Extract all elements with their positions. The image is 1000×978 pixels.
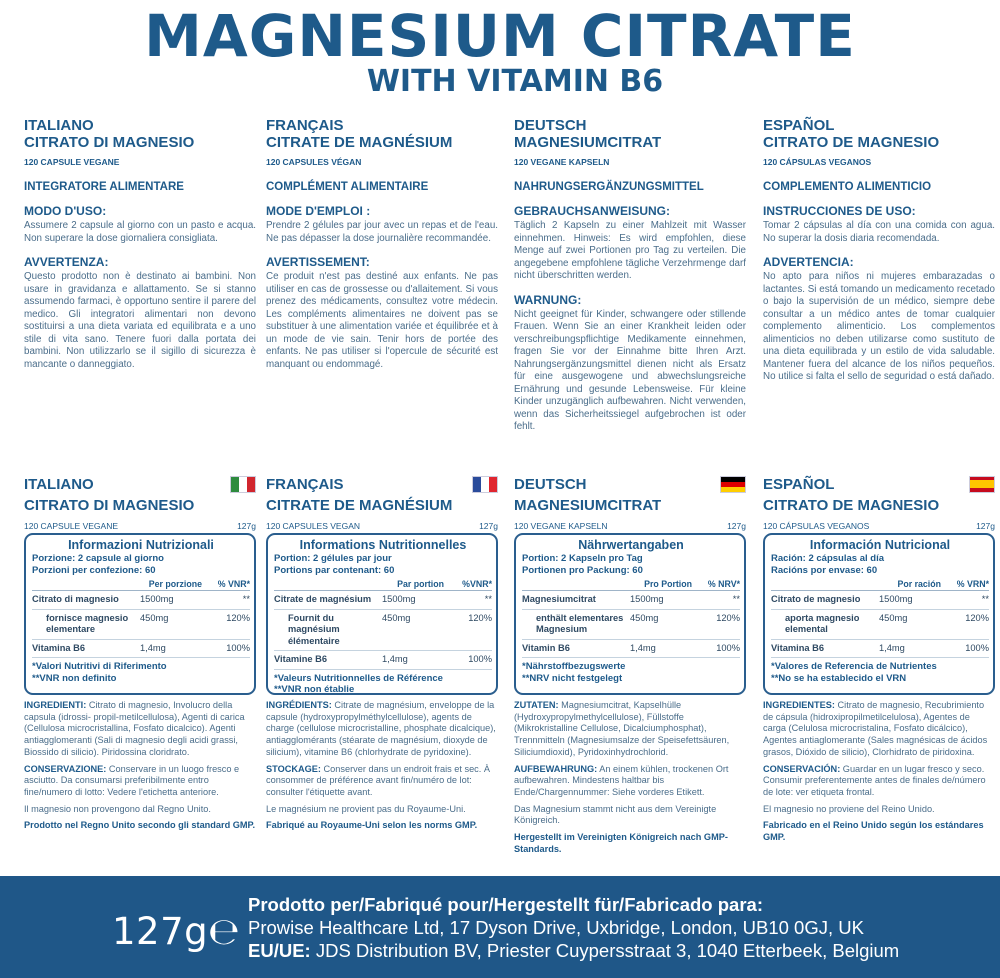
net-weight: 127g: [976, 521, 995, 531]
servings-per-container: Porzioni per confezione: 60: [32, 564, 156, 576]
nutrition-facts-box: [266, 533, 498, 695]
nutrition-footnote: **VNR non établie: [274, 684, 355, 695]
nutrition-row: Magnesiumcitrat 1500mg **: [522, 591, 740, 610]
category-label: COMPLÉMENT ALIMENTAIRE: [266, 181, 429, 193]
usage-text: Täglich 2 Kapseln zu einer Mahlzeit mit Wasser einnehmen. Hinweis: Es wird empfohlen, diese Menge auf zwei Portionen pro Tag zu verteilen. Die angegebene empfohlene tägliche Verzehrmenge darf nicht überschritten werden.: [514, 220, 746, 281]
storage-text: AUFBEWAHRUNG: An einem kühlen, trockenen Ort aufbewahren. Mindestens haltbar bis Ende/Chargennummer: Siehe vorderes Etikett.: [514, 763, 729, 797]
eu-distributor-address: JDS Distribution BV, Priester Cuypersstraat 3, 1040 Etterbeek, Belgium: [310, 940, 900, 961]
net-weight: 127g: [237, 521, 256, 531]
warning-text: No apto para niños ni mujeres embarazadas o lactantes. Si está tomando un medicamento recetado o bajo la supervisión de un médico, siempre debe consultar a un médico antes de tomar cualquier complemento alimenticio. Los complementos alimenticios no deben utilizarse como sustituto de una dieta equilibrada y un estilo de vida saludable. Mantener fuera del alcance de los niños pequeños. No utilice si falta el sello de seguridad o está dañado.: [763, 271, 995, 382]
nutrition-row: fornisce magnesio elementare 450mg 120%: [32, 610, 250, 640]
nutrition-row: Vitamina B6 1,4mg 100%: [771, 640, 989, 659]
capsule-count: 120 CAPSULES VÉGAN: [266, 157, 362, 167]
info-column-spanish: [763, 117, 995, 384]
category-label: INTEGRATORE ALIMENTARE: [24, 181, 184, 193]
warning-heading: AVVERTENZA:: [24, 255, 109, 269]
serving-size: Porzione: 2 capsule al giorno: [32, 553, 164, 564]
product-name: CITRATO DI MAGNESIO: [24, 134, 195, 151]
nutrition-facts-box: [763, 533, 995, 695]
manufacturing-text: Fabricado en el Reino Unido según los estándares GMP.: [763, 820, 984, 843]
warning-text: Questo prodotto non è destinato ai bambini. Non usare in gravidanza e allattamento. Se si stanno assumendo farmaci, è opportuno sentire il parere del medico. Gli integratori alimentari non devono sostituirsi a una dieta variata ed equilibrata e a uno stile di vita sano. Tenere fuori dalla portata dei bambini. Non utilizzarlo se il sigillo di sicurezza è mancante o danneggiato.: [24, 271, 256, 370]
manufacturing-text: Fabriqué au Royaume-Uni selon les norms GMP.: [266, 820, 478, 831]
storage-text: CONSERVAZIONE: Conservare in un luogo fresco e asciutto. Da consumarsi preferibilmente entro fine/numero di lotto: Vedere l'etichetta anteriore.: [24, 763, 240, 797]
product-name: CITRATO DE MAGNESIO: [763, 497, 940, 514]
capsule-count: 120 VEGANE KAPSELN: [514, 521, 608, 531]
origin-text: Il magnesio non provengono dal Regno Unito.: [24, 803, 211, 814]
nutrition-title: Información Nutricional: [809, 538, 951, 552]
usage-heading: GEBRAUCHSANWEISUNG:: [514, 204, 670, 218]
origin-text: El magnesio no proviene del Reino Unido.: [763, 803, 935, 814]
net-weight-large: 127g℮: [112, 910, 241, 953]
nutrition-row: Citrato di magnesio 1500mg **: [32, 591, 250, 610]
serving-size: Portion: 2 gélules par jour: [274, 553, 392, 564]
nutrition-column-headers: Par portion %VNR*: [274, 579, 492, 591]
net-weight: 127g: [727, 521, 746, 531]
page-title: MAGNESIUM CITRATE: [144, 2, 856, 70]
manufacturing-text: Hergestellt im Vereinigten Königreich nach GMP-Standards.: [514, 832, 728, 854]
origin-text: Das Magnesium stammt nicht aus dem Vereinigte Königreich.: [514, 803, 717, 826]
usage-text: Tomar 2 cápsulas al día con una comida con agua. No superar la dosis diaria recomendada.: [763, 220, 995, 244]
product-name: CITRATE DE MAGNÉSIUM: [266, 497, 453, 514]
product-name: MAGNESIUMCITRAT: [514, 497, 662, 514]
nutrition-column-headers: Pro Portion % NRV*: [522, 579, 740, 591]
language-heading: FRANÇAIS: [266, 117, 344, 134]
label-column-french: [266, 474, 498, 832]
nutrition-facts-box: [24, 533, 256, 695]
nutrition-title: Informazioni Nutrizionali: [68, 538, 214, 552]
manufacturer-address: [248, 893, 899, 962]
spain-flag-icon: [969, 476, 995, 493]
category-label: COMPLEMENTO ALIMENTICIO: [763, 181, 932, 193]
ingredients-text: INGREDIENTI: Citrato di magnesio, Involucro della capsula (idrossi- propil-metilcellulosa), Agenti di carica (Cellulosa microcristallina, Fosfato dicalcico). Agenti antiagglomeranti (Sali di magnesio degli acidi grassi, Biossido di silicio). Piridossina cloridrato.: [24, 700, 245, 757]
nutrition-facts-box: [514, 533, 746, 695]
info-column-french: [266, 117, 498, 371]
warning-text: Ce produit n'est pas destiné aux enfants. Ne pas utiliser en cas de grossesse ou d'allaitement. Si vous prenez des médicaments, consultez votre médecin. Les compléments alimentaires ne doivent pas se substituer à une alimentation variée et équilibrée et à un mode de vie sain. Tenir hors de portée des enfants. Ne pas utiliser si l'opercule de sécurité est manquant ou endommagé.: [266, 271, 498, 370]
language-heading: DEUTSCH: [514, 117, 587, 134]
language-heading: ESPAÑOL: [763, 475, 835, 493]
capsule-count: 120 CAPSULE VEGANE: [24, 521, 119, 531]
storage-text: STOCKAGE: Conserver dans un endroit frais et sec. À consommer de préférence avant fin/numéro de lot: consulter l'étiquette avant.: [266, 763, 490, 797]
nutrition-footnote: *Valores de Referencia de Nutrientes: [771, 661, 937, 672]
warning-heading: WARNUNG:: [514, 292, 582, 307]
eu-label: EU/UE:: [248, 940, 311, 961]
language-heading: FRANÇAIS: [266, 475, 344, 493]
nutrition-row: Vitamine B6 1,4mg 100%: [274, 651, 492, 670]
usage-heading: INSTRUCCIONES DE USO:: [763, 204, 916, 218]
ingredients-text: INGREDIENTES: Citrato de magnesio, Recubrimiento de cápsula (hidroxipropilmetilcelulosa), Agentes de carga (Celulosa microcristalina, Fosfato dicálcico), Agentes antiaglomerante (Sales magnésicas de ácidos grasos, Dióxido de silicio), Clorhidrato de piridoxina.: [763, 700, 988, 757]
warning-heading: ADVERTENCIA:: [763, 255, 854, 269]
storage-text: CONSERVACIÓN: Guardar en un lugar fresco y seco. Consumir preferentemente antes de finales de/número de lote: ver etiqueta frontal.: [763, 763, 986, 797]
label-column-spanish: [763, 474, 995, 844]
capsule-count: 120 VEGANE KAPSELN: [514, 157, 610, 167]
usage-heading: MODO D'USO:: [24, 204, 107, 218]
nutrition-footnote: **NRV nicht festgelegt: [522, 672, 623, 684]
nutrition-column-headers: Per porzione % VNR*: [32, 579, 250, 591]
warning-heading: AVERTISSEMENT:: [266, 255, 370, 269]
info-column-italian: [24, 117, 256, 371]
nutrition-row: aporta magnesio elemental 450mg 120%: [771, 610, 989, 640]
product-name: MAGNESIUMCITRAT: [514, 134, 662, 151]
nutrition-footnote: *Valori Nutritivi di Riferimento: [32, 661, 167, 672]
manufacturer-address-uk: Prowise Healthcare Ltd, 17 Dyson Drive, Uxbridge, London, UB10 0GJ, UK: [248, 917, 864, 938]
language-heading: ITALIANO: [24, 117, 94, 134]
nutrition-row: Fournit du magnésium élémentaire 450mg 120%: [274, 610, 492, 652]
nutrition-footnote: **VNR non definito: [32, 672, 117, 684]
nutrition-row: Vitamin B6 1,4mg 100%: [522, 640, 740, 659]
manufacturing-text: Prodotto nel Regno Unito secondo gli standard GMP.: [24, 820, 256, 831]
nutrition-row: Vitamina B6 1,4mg 100%: [32, 640, 250, 659]
product-name: CITRATE DE MAGNÉSIUM: [266, 134, 453, 151]
label-column-german: [514, 474, 746, 855]
servings-per-container: Racións por envase: 60: [771, 564, 878, 576]
language-heading: DEUTSCH: [514, 475, 587, 493]
capsule-count: 120 CAPSULES VEGAN: [266, 521, 361, 531]
info-column-german: [514, 117, 746, 434]
nutrition-row: Citrato de magnesio 1500mg **: [771, 591, 989, 610]
servings-per-container: Portions par contenant: 60: [274, 564, 395, 576]
nutrition-row: enthält elementares Magnesium 450mg 120%: [522, 610, 740, 640]
net-weight: 127g: [479, 521, 498, 531]
nutrition-footnote: *Nährstoffbezugswerte: [522, 661, 626, 672]
france-flag-icon: [472, 476, 498, 493]
capsule-count: 120 CÁPSULAS VEGANOS: [763, 157, 872, 167]
germany-flag-icon: [720, 476, 746, 493]
servings-per-container: Portionen pro Packung: 60: [522, 564, 643, 576]
usage-text: Assumere 2 capsule al giorno con un pasto e acqua. Non superare la dose giornaliera consigliata.: [24, 220, 256, 244]
nutrition-title: Informations Nutritionnelles: [299, 538, 467, 552]
label-column-italian: [24, 474, 256, 832]
usage-text: Prendre 2 gélules par jour avec un repas et de l'eau. Ne pas dépasser la dose journalière recommandée.: [266, 220, 498, 244]
language-heading: ITALIANO: [24, 475, 94, 493]
serving-size: Ración: 2 cápsulas al día: [771, 553, 884, 564]
serving-size: Portion: 2 Kapseln pro Tag: [522, 553, 643, 564]
nutrition-footnote: *Valeurs Nutritionnelles de Référence: [274, 672, 443, 684]
nutrition-footnote: **No se ha establecido el VRN: [771, 672, 907, 684]
manufacturer-footer: [0, 876, 1000, 978]
page-subtitle: WITH VITAMIN B6: [366, 64, 664, 99]
capsule-count: 120 CÁPSULAS VEGANOS: [763, 521, 870, 531]
ingredients-text: ZUTATEN: Magnesiumcitrat, Kapselhülle (Hydroxypropylmethylcellulose), Füllstoffe (Mikrokristalline Cellulose, Dicalciumphosphat), Trennmitteln (Magnesiumsalze der Speisefettsäuren, Siliciumdioxid), Pyridoxinhydrochlorid.: [514, 700, 730, 757]
manufactured-for-label: Prodotto per/Fabriqué pour/Hergestellt für/Fabricado para:: [248, 894, 763, 915]
usage-heading: MODE D'EMPLOI :: [266, 204, 371, 218]
nutrition-row: Citrate de magnésium 1500mg **: [274, 591, 492, 610]
origin-text: Le magnésium ne provient pas du Royaume-Uni.: [266, 803, 466, 814]
capsule-count: 120 CAPSULE VEGANE: [24, 157, 120, 167]
nutrition-column-headers: Por ración % VRN*: [771, 579, 989, 591]
product-name: CITRATO DE MAGNESIO: [763, 134, 940, 151]
product-name: CITRATO DI MAGNESIO: [24, 497, 195, 514]
nutrition-title: Nährwertangaben: [578, 538, 684, 552]
category-label: NAHRUNGSERGÄNZUNGSMITTEL: [514, 181, 704, 193]
warning-text: Nicht geeignet für Kinder, schwangere oder stillende Frauen. Wenn Sie an einer Krankheit leiden oder verschreibungspflichtige Medikamente einnehmen, fragen Sie vor der Einnahme bitte Ihren Arzt. Nahrungsergänzungsmittel dienen nicht als Ersatz für eine ausgewogene und abwechslungsreiche Ernährung und gesunde Lebensweise. Für kleine Kinder unzugänglich aufbewahren. Nicht verwenden, wenn das Sicherheitssiegel aufgebrochen ist oder fehlt.: [514, 308, 746, 432]
italy-flag-icon: [230, 476, 256, 493]
ingredients-text: INGRÉDIENTS: Citrate de magnésium, enveloppe de la capsule (hydroxypropylméthylcellulose), agents de charge (cellulose microcristalline, phosphate dicalcique), antiagglomérants (stéarate de magnésium, dioxyde de silicium), vitamine B6 (chlorhydrate de pyridoxine).: [266, 700, 496, 757]
language-heading: ESPAÑOL: [763, 117, 835, 134]
